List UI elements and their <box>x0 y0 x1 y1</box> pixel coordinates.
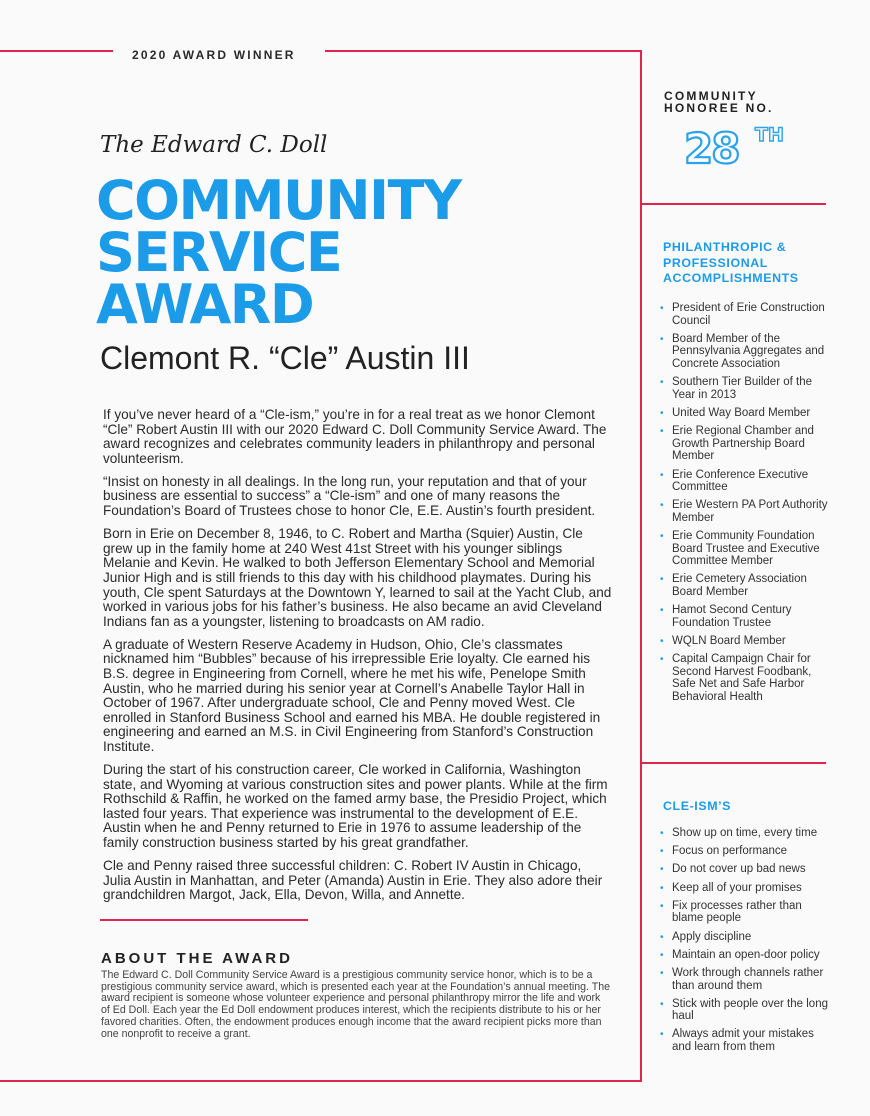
honoree-label-line: COMMUNITY <box>664 89 758 103</box>
honoree-number-value: 28 <box>684 124 739 173</box>
bullet-icon: • <box>660 407 664 419</box>
title-line-award: AWARD <box>96 273 314 336</box>
list-item <box>660 333 830 371</box>
list-item <box>660 653 830 703</box>
list-item <box>660 530 830 568</box>
list-item-text: Keep all of your promises <box>672 881 802 894</box>
body-paragraph: Cle and Penny raised three successful children: C. Robert IV Austin in Chicago, Julia Austin in Manhattan, and Peter (Amanda) Austin in Erie. They also adore their grandchildren Margot, Jack, Ella, Devon, Willa, and Annette. <box>103 858 603 903</box>
honoree-label-line: HONOREE NO. <box>664 101 774 115</box>
bullet-icon: • <box>660 998 664 1010</box>
bullet-icon: • <box>660 1029 664 1041</box>
list-item-text: Stick with people over the long haul <box>672 997 828 1023</box>
cleisms-list <box>660 827 830 1059</box>
list-item <box>660 967 830 992</box>
title-line-community: COMMUNITY <box>96 169 461 232</box>
list-item-text: WQLN Board Member <box>672 635 786 647</box>
body-paragraph: Born in Erie on December 8, 1946, to C. Robert and Martha (Squier) Austin, Cle grew up in the family home at 240 West 41st Street with his younger siblings Melanie and Kevin. He walked to both Jefferson Elementary School and Memorial Junior High and is still friends to this day with his childhood playmates. During his youth, Cle spent Saturdays at the Downtown Y, learned to sail at the Yacht Club, and worked in various jobs for his father’s business. He also became an avid Cleveland Indians fan as a youngster, listening to broadcasts on AM radio. <box>103 526 612 629</box>
body-paragraph: During the start of his construction career, Cle worked in California, Washington state, and Wyoming at various construction sites and power plants. While at the firm Rothschild & Raffin, he worked on the famed army base, the Presidio Project, which lasted four years. That experience was instrumental to the development of E.E. Austin when he and Penny returned to Erie in 1976 to assume leadership of the family construction business started by his great grandfather. <box>103 762 608 851</box>
body-paragraph: A graduate of Western Reserve Academy in Hudson, Ohio, Cle’s classmates nicknamed him “Bubbles” because of his irrepressible Erie loyalty. Cle earned his B.S. degree in Engineering from Cornell, where he met his wife, Penelope Smith Austin, who he married during his senior year at Cornell’s Anabelle Taylor Hall in October of 1967. After undergraduate school, Cle and Penny moved West. Cle enrolled in Stanford Business School and earned his MBA. He double registered in engineering and earned an M.S. in Civil Engineering from Stanford’s Construction Institute. <box>103 636 601 754</box>
bullet-icon: • <box>660 900 664 912</box>
list-item-text: Erie Cemetery Association Board Member <box>672 573 807 599</box>
bullet-icon: • <box>660 882 664 894</box>
list-item-text: President of Erie Construction Council <box>672 302 825 327</box>
honoree-number-suffix: TH <box>755 124 784 146</box>
list-item-text: Erie Conference Executive Committee <box>672 468 809 494</box>
accomplishments-heading <box>663 240 799 287</box>
list-item-text: Erie Regional Chamber and Growth Partnership Board Member <box>672 425 814 463</box>
bullet-icon: • <box>660 931 664 943</box>
bullet-icon: • <box>660 531 664 543</box>
accomplishments-heading-line: ACCOMPLISHMENTS <box>663 271 799 285</box>
bullet-icon: • <box>660 469 664 481</box>
honoree-label <box>664 90 774 114</box>
bullet-icon: • <box>660 426 664 438</box>
list-item <box>660 827 830 840</box>
list-item <box>660 882 830 895</box>
accomplishments-list <box>660 302 830 709</box>
list-item <box>660 604 830 629</box>
list-item-text: Board Member of the Pennsylvania Aggregates and Concrete Association <box>672 332 825 370</box>
bullet-icon: • <box>660 303 664 314</box>
bullet-icon: • <box>660 654 664 666</box>
title-line-service: SERVICE <box>96 221 342 284</box>
bullet-icon: • <box>660 846 664 858</box>
bullet-icon: • <box>660 967 664 979</box>
list-item <box>660 376 830 401</box>
list-item-text: Fix processes rather than blame people <box>672 899 802 925</box>
list-item-text: Apply discipline <box>672 930 752 943</box>
list-item-text: Do not cover up bad news <box>672 863 806 876</box>
list-item-text: Maintain an open-door policy <box>672 948 820 961</box>
award-script-title: The Edward C. Doll <box>100 132 328 158</box>
list-item <box>660 1028 830 1053</box>
bullet-icon: • <box>660 500 664 512</box>
list-item <box>660 635 830 648</box>
bottom-rule <box>0 1080 642 1082</box>
list-item <box>660 845 830 858</box>
about-heading: ABOUT THE AWARD <box>101 950 293 967</box>
top-rule-right <box>325 50 642 52</box>
list-item <box>660 998 830 1023</box>
sidebar-rule-1 <box>642 203 826 205</box>
honoree-name: Clemont R. “Cle” Austin III <box>100 340 470 376</box>
bullet-icon: • <box>660 574 664 586</box>
accomplishments-heading-line: PHILANTHROPIC & <box>663 240 787 254</box>
cleisms-heading: CLE-ISM’S <box>663 799 732 813</box>
bullet-icon: • <box>660 864 664 876</box>
list-item <box>660 900 830 925</box>
list-item <box>660 469 830 494</box>
list-item-text: Work through channels rather than around them <box>672 966 824 992</box>
bullet-icon: • <box>660 605 664 617</box>
list-item-text: Erie Community Foundation Board Trustee and Executive Committee Member <box>672 530 820 568</box>
list-item <box>660 949 830 962</box>
bullet-icon: • <box>660 636 664 647</box>
top-rule-left <box>0 50 113 52</box>
list-item <box>660 573 830 598</box>
bullet-icon: • <box>660 828 664 839</box>
body-paragraph: If you’ve never heard of a “Cle-ism,” you’re in for a real treat as we honor Clemont “Cle” Robert Austin III with our 2020 Edward C. Doll Community Service Award. The award recognizes and celebrates community leaders in philanthropy and personal volunteerism. <box>103 407 607 466</box>
bullet-icon: • <box>660 333 664 345</box>
list-item-text: Focus on performance <box>672 845 788 858</box>
list-item-text: Show up on time, every time <box>672 827 818 839</box>
about-text: The Edward C. Doll Community Service Award is a prestigious community service honor, which is to be a prestigious community service award, which is presented each year at the Foundation’s annual meeting. The award recipient is someone whose volunteer experience and personal philanthropy mirror the life and work of Ed Doll. Each year the Ed Doll endowment produces interest, which the recipients distribute to his or her favored charities. Often, the endowment produces enough income that the award recipient picks more than one nonprofit to receive a grant. <box>101 969 610 1040</box>
list-item-text: Erie Western PA Port Authority Member <box>672 499 828 524</box>
honoree-number <box>684 124 784 173</box>
list-item <box>660 863 830 876</box>
divider-rule <box>100 919 308 921</box>
list-item-text: Hamot Second Century Foundation Trustee <box>672 604 792 629</box>
list-item <box>660 407 830 420</box>
bullet-icon: • <box>660 377 664 389</box>
accomplishments-heading-line: PROFESSIONAL <box>663 255 768 270</box>
award-year-eyebrow: 2020 AWARD WINNER <box>132 48 296 62</box>
list-item <box>660 499 830 524</box>
sidebar-rule-2 <box>642 762 826 764</box>
list-item-text: Southern Tier Builder of the Year in 2013 <box>672 376 812 401</box>
body-text <box>103 408 613 911</box>
list-item <box>660 302 830 327</box>
list-item-text: Capital Campaign Chair for Second Harvest Foodbank, Safe Net and Safe Harbor Behavioral Health <box>672 653 812 703</box>
list-item-text: United Way Board Member <box>672 406 811 419</box>
list-item <box>660 931 830 944</box>
bullet-icon: • <box>660 949 664 961</box>
list-item <box>660 425 830 463</box>
body-paragraph: “Insist on honesty in all dealings. In the long run, your reputation and that of your business are essential to success” a “Cle-ism” and one of many reasons the Foundation’s Board of Trustees chose to honor Cle, E.E. Austin’s fourth president. <box>103 473 596 519</box>
list-item-text: Always admit your mistakes and learn from them <box>672 1028 814 1054</box>
